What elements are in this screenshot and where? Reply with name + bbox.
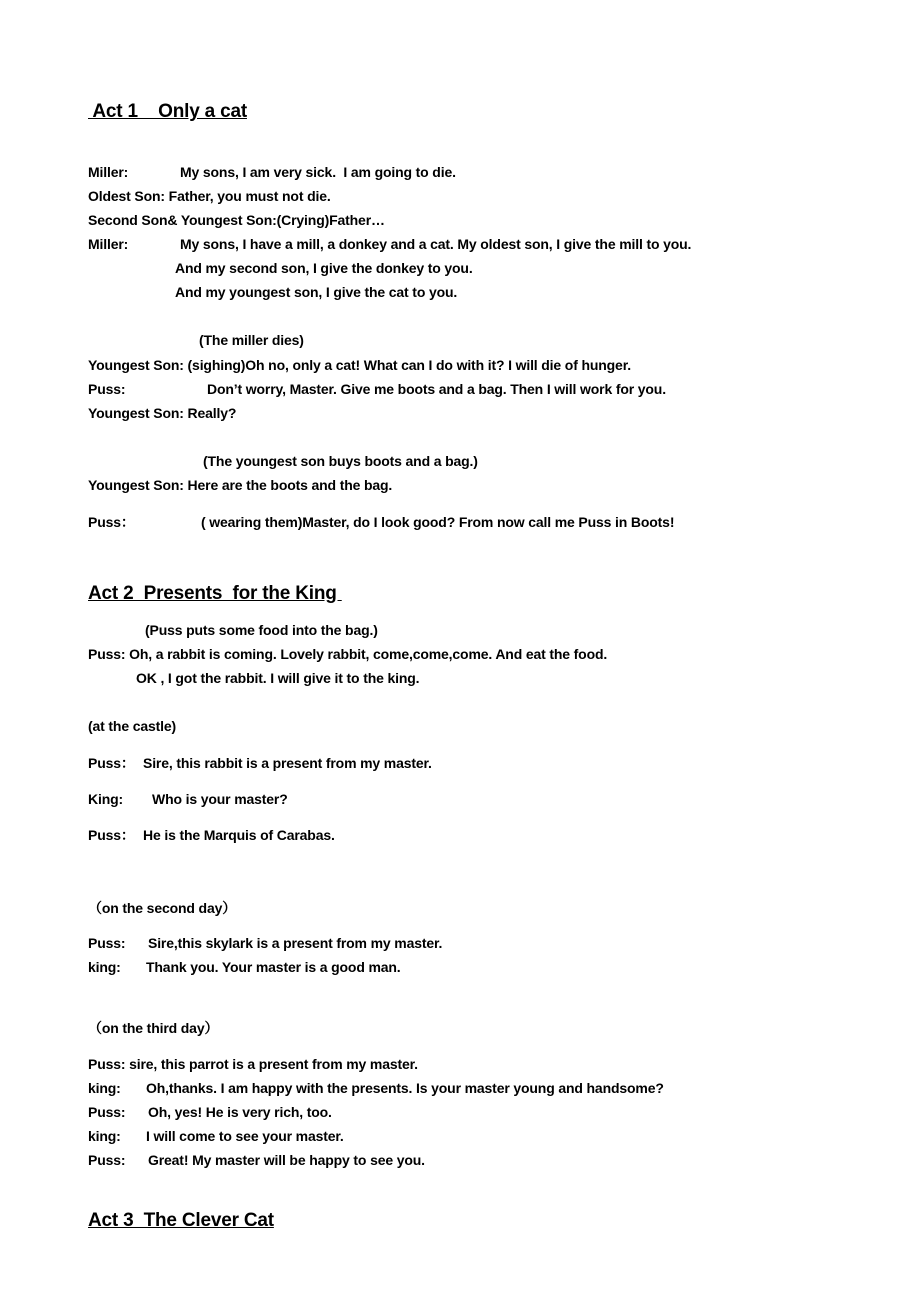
dialogue-line xyxy=(88,513,675,531)
speaker: Puss: xyxy=(88,1104,126,1120)
line-text: Sire, this rabbit is a present from my master. xyxy=(143,755,432,771)
speaker: Miller: xyxy=(88,236,129,252)
dialogue-line xyxy=(88,356,631,374)
speaker: Miller: xyxy=(88,164,129,180)
speaker: Puss： xyxy=(88,755,135,771)
line-text: Great! My master will be happy to see you. xyxy=(148,1152,425,1168)
speaker: Puss: xyxy=(88,381,126,397)
dialogue-line xyxy=(88,476,392,494)
line-text: (sighing)Oh no, only a cat! What can I do with it? I will die of hunger. xyxy=(187,357,631,373)
line-text: Here are the boots and the bag. xyxy=(187,477,393,493)
speaker: Youngest Son: xyxy=(88,405,184,421)
line-text: My sons, I have a mill, a donkey and a cat. My oldest son, I give the mill to you. xyxy=(180,236,692,252)
dialogue-line xyxy=(88,934,443,952)
speaker: king: xyxy=(88,1128,121,1144)
dialogue-line xyxy=(88,1079,664,1097)
stage-direction: （on the second day） xyxy=(88,900,237,916)
line-text: He is the Marquis of Carabas. xyxy=(143,827,335,843)
stage-direction: (The youngest son buys boots and a bag.) xyxy=(203,453,478,469)
dialogue-line xyxy=(88,958,401,976)
stage-direction: (The miller dies) xyxy=(199,332,304,348)
line-text: Sire,this skylark is a present from my master. xyxy=(148,935,443,951)
stage-direction: (at the castle) xyxy=(88,718,176,734)
line-text: Oh, yes! He is very rich, too. xyxy=(148,1104,332,1120)
speaker: king: xyxy=(88,959,121,975)
dialogue-line xyxy=(88,380,666,398)
act2-heading: Act 2 Presents for the King xyxy=(88,583,342,604)
dialogue-line xyxy=(88,645,607,663)
dialogue-line xyxy=(88,754,432,772)
speaker: Second Son& Youngest Son: xyxy=(88,212,277,228)
speaker: King: xyxy=(88,791,124,807)
speaker: Puss: xyxy=(88,1056,126,1072)
line-text: Oh,thanks. I am happy with the presents. Is your master young and handsome? xyxy=(146,1080,664,1096)
speaker: Youngest Son: xyxy=(88,357,184,373)
line-text: I will come to see your master. xyxy=(146,1128,344,1144)
dialogue-line xyxy=(88,187,331,205)
dialogue-line xyxy=(88,826,335,844)
line-text: My sons, I am very sick. I am going to die. xyxy=(180,164,456,180)
act1-heading: Act 1 Only a cat xyxy=(88,101,247,122)
speaker: Puss： xyxy=(88,827,135,843)
dialogue-line xyxy=(88,1103,332,1121)
dialogue-line xyxy=(88,1127,344,1145)
stage-direction: (Puss puts some food into the bag.) xyxy=(145,622,378,638)
dialogue-line xyxy=(88,404,236,422)
act3-heading: Act 3 The Clever Cat xyxy=(88,1210,274,1231)
line-text: Oh, a rabbit is coming. Lovely rabbit, come,come,come. And eat the food. xyxy=(129,646,608,662)
speaker: Puss: xyxy=(88,935,126,951)
dialogue-line xyxy=(88,235,692,253)
line-text: Really? xyxy=(187,405,237,421)
speaker: Puss: xyxy=(88,646,126,662)
speaker: Puss： xyxy=(88,514,135,530)
speaker: Puss: xyxy=(88,1152,126,1168)
dialogue-line xyxy=(88,211,385,229)
line-text: Thank you. Your master is a good man. xyxy=(146,959,401,975)
dialogue-line xyxy=(88,163,456,181)
line-text: (Crying)Father… xyxy=(276,212,385,228)
speaker: Youngest Son: xyxy=(88,477,184,493)
line-text: And my youngest son, I give the cat to you. xyxy=(175,284,458,300)
dialogue-line xyxy=(88,1055,418,1073)
speaker: Oldest Son: xyxy=(88,188,165,204)
line-text: OK , I got the rabbit. I will give it to the king. xyxy=(136,670,420,686)
stage-direction: （on the third day） xyxy=(88,1020,219,1036)
line-text: ( wearing them)Master, do I look good? From now call me Puss in Boots! xyxy=(201,514,675,530)
line-text: And my second son, I give the donkey to you. xyxy=(175,260,473,276)
dialogue-line xyxy=(88,1151,425,1169)
line-text: Father, you must not die. xyxy=(168,188,331,204)
dialogue-line xyxy=(88,790,288,808)
line-text: Who is your master? xyxy=(152,791,288,807)
line-text: Don’t worry, Master. Give me boots and a bag. Then I will work for you. xyxy=(207,381,666,397)
speaker: king: xyxy=(88,1080,121,1096)
line-text: sire, this parrot is a present from my master. xyxy=(129,1056,418,1072)
